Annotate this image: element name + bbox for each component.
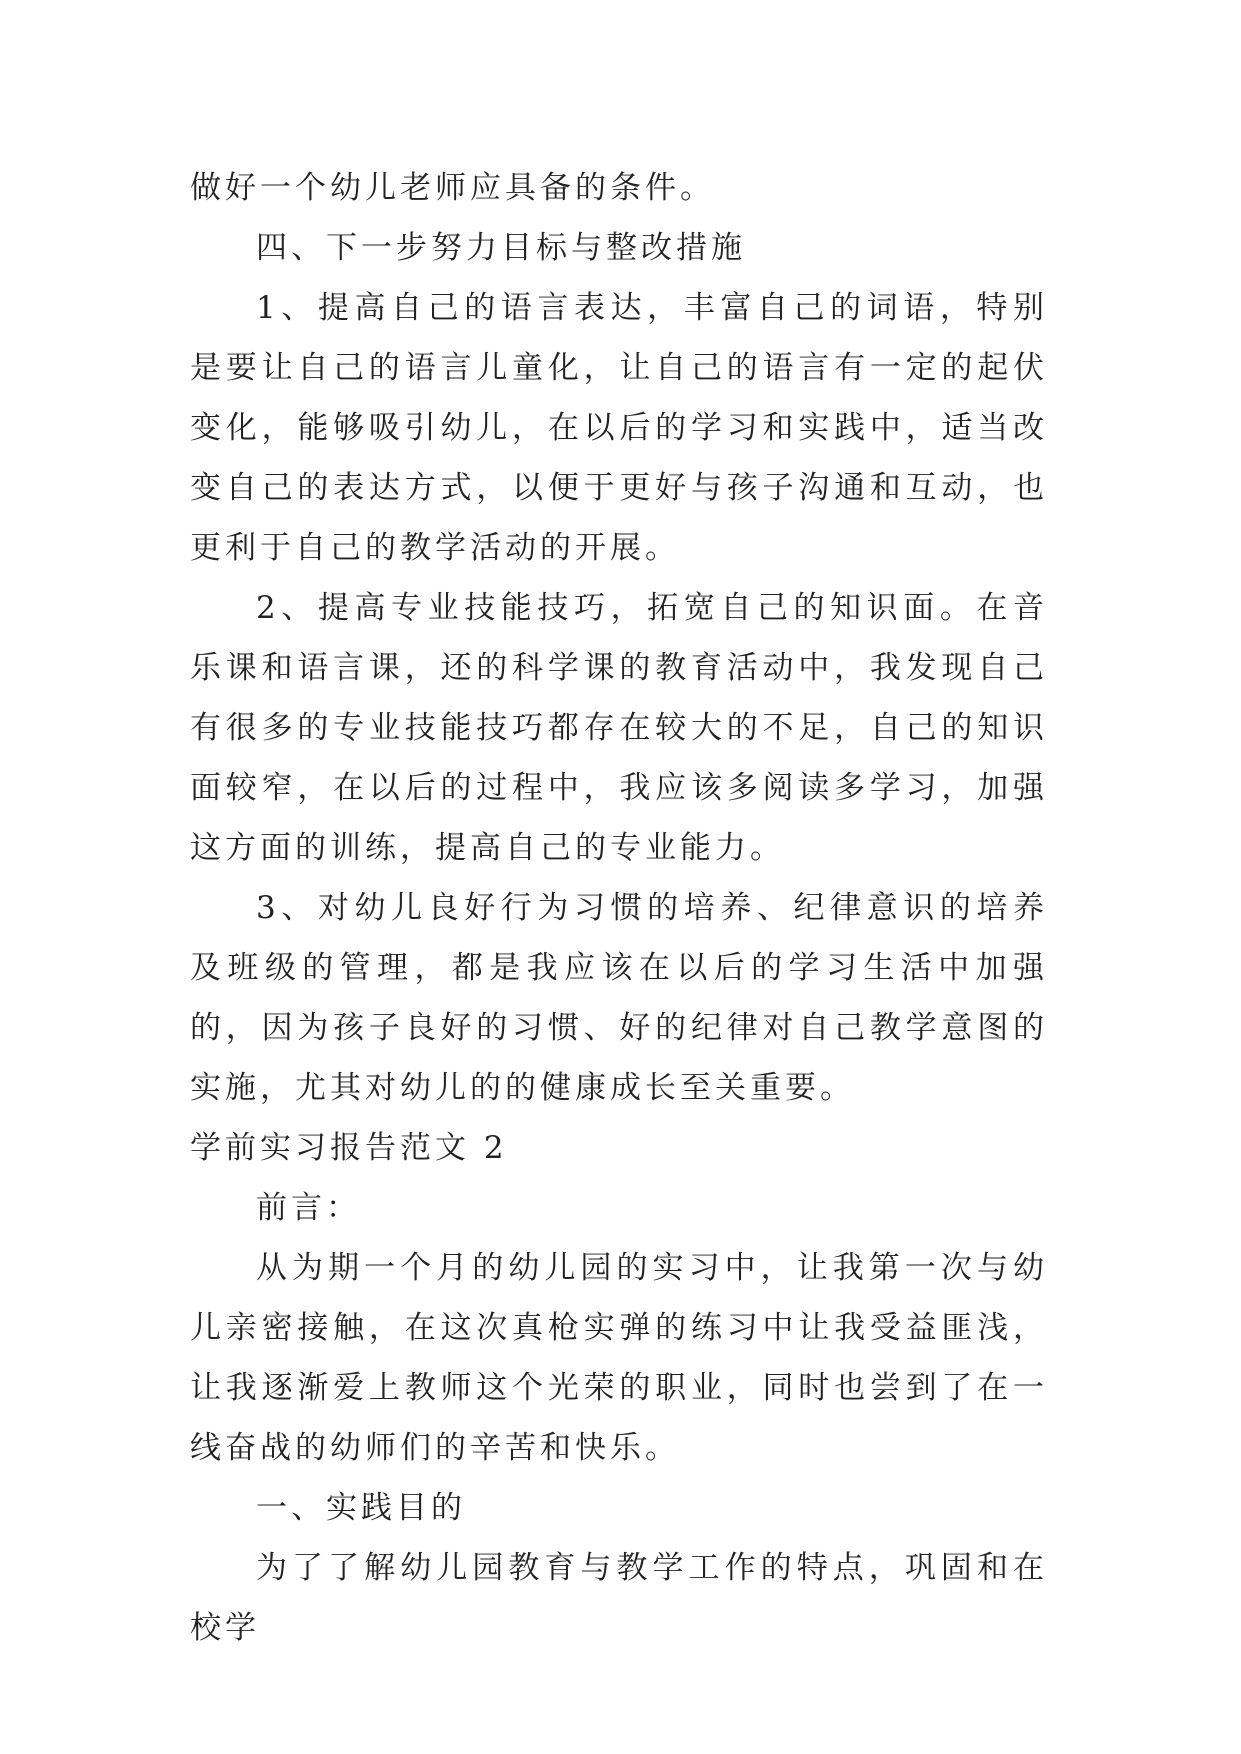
preface-paragraph: 从为期一个月的幼儿园的实习中，让我第一次与幼儿亲密接触，在这次真枪实弹的练习中让我受益匪浅，让我逐渐爱上教师这个光荣的职业，同时也尝到了在一线奋战的幼师们的辛苦和快乐。 <box>190 1250 1048 1466</box>
article-title: 学前实习报告范文 2 <box>190 1130 508 1166</box>
preface-label: 前言： <box>256 1190 361 1226</box>
purpose-paragraph: 为了了解幼儿园教育与教学工作的特点，巩固和在校学 <box>190 1550 1048 1646</box>
section-heading-next-steps: 四、下一步努力目标与整改措施 <box>256 230 746 266</box>
paragraph-item-2: 2、提高专业技能技巧，拓宽自己的知识面。在音乐课和语言课，还的科学课的教育活动中，我发现自己有很多的专业技能技巧都存在较大的不足，自己的知识面较窄，在以后的过程中，我应该多阅读多学习，加强这方面的训练，提高自己的专业能力。 <box>190 590 1048 866</box>
paragraph-item-1: 1、提高自己的语言表达，丰富自己的词语，特别是要让自己的语言儿童化，让自己的语言有一定的起伏变化，能够吸引幼儿，在以后的学习和实践中，适当改变自己的表达方式，以便于更好与孩子沟通和互动，也更利于自己的教学活动的开展。 <box>190 290 1048 566</box>
paragraph-continuation: 做好一个幼儿老师应具备的条件。 <box>190 170 715 206</box>
paragraph-item-3: 3、对幼儿良好行为习惯的培养、纪律意识的培养及班级的管理，都是我应该在以后的学习生活中加强的，因为孩子良好的习惯、好的纪律对自己教学意图的实施，尤其对幼儿的的健康成长至关重要。 <box>190 890 1048 1106</box>
section-heading-purpose: 一、实践目的 <box>256 1490 466 1526</box>
document-body <box>190 158 1048 1658</box>
